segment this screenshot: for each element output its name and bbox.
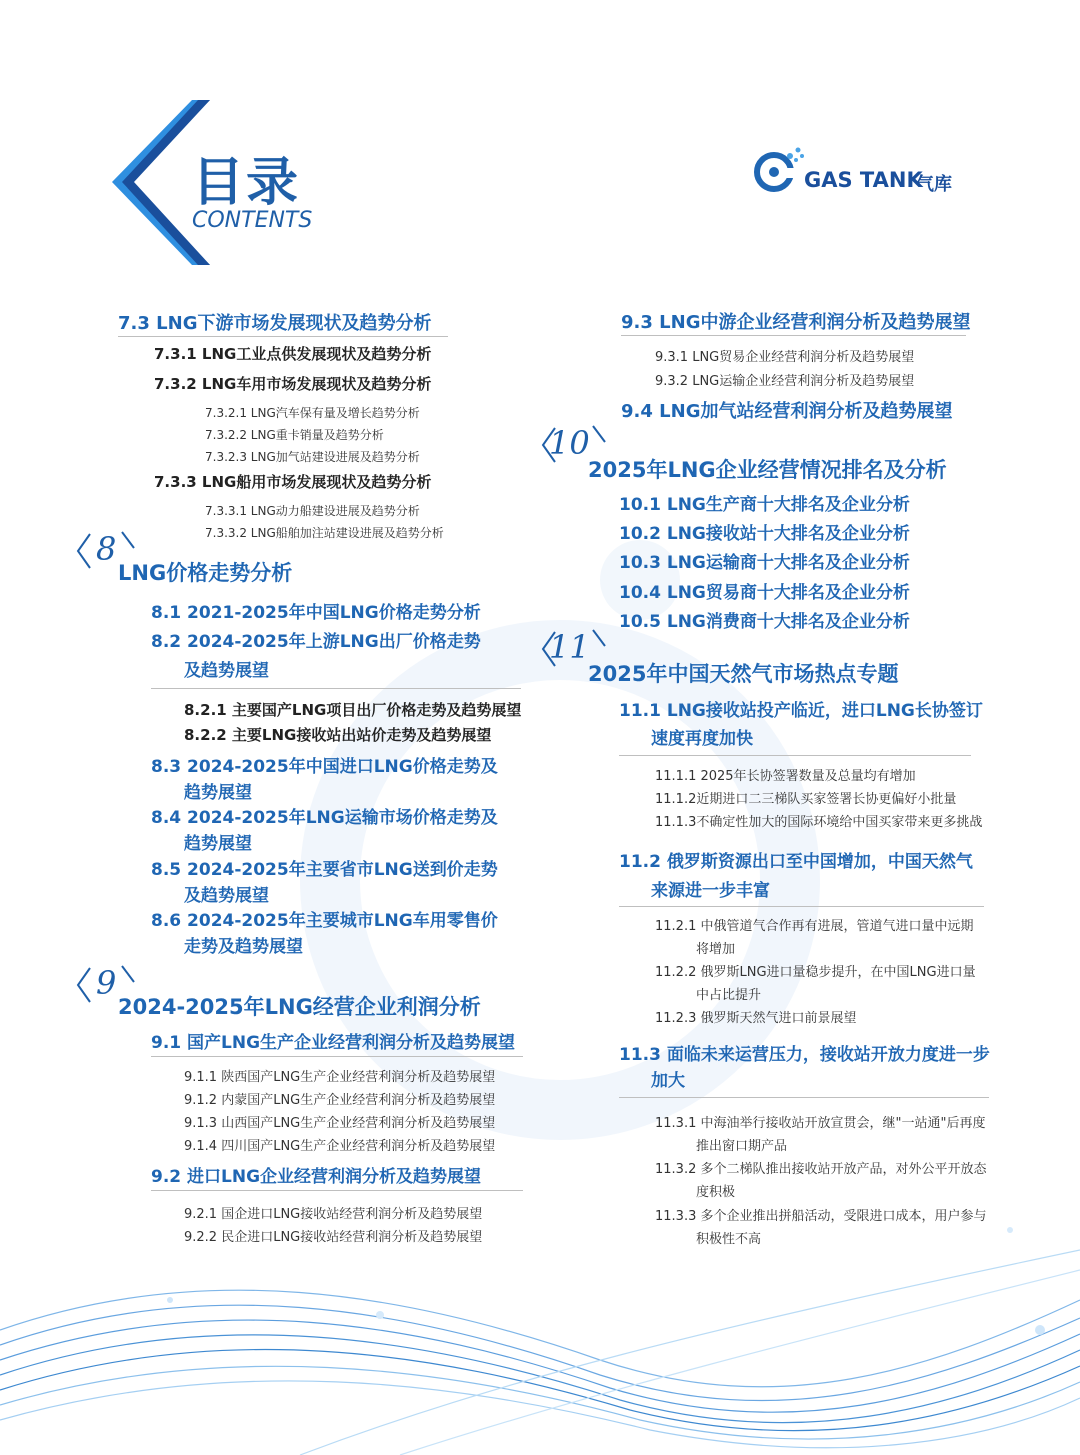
toc-7-3-2-2[interactable]: 7.3.2.2 LNG重卡销量及趋势分析: [205, 428, 384, 442]
toc-11-1-1[interactable]: 11.1.1 2025年长协签署数量及总量均有增加: [655, 769, 916, 784]
toc-11-1[interactable]: 11.1 LNG接收站投产临近，进口LNG长协签订: [619, 701, 983, 721]
toc-8-4-cont[interactable]: 趋势展望: [184, 834, 252, 854]
toc-8-3-cont[interactable]: 趋势展望: [184, 783, 252, 803]
toc-9-4[interactable]: 9.4 LNG加气站经营利润分析及趋势展望: [621, 401, 953, 422]
toc-9-2-2[interactable]: 9.2.2 民企进口LNG接收站经营利润分析及趋势展望: [184, 1230, 483, 1245]
toc-8-5[interactable]: 8.5 2024-2025年主要省市LNG送到价走势: [151, 860, 498, 880]
divider: [619, 1097, 989, 1098]
section-11-title[interactable]: 2025年中国天然气市场热点专题: [588, 662, 899, 686]
toc-11-3-cont[interactable]: 加大: [651, 1071, 685, 1091]
divider: [118, 336, 448, 337]
toc-11-2-2[interactable]: 11.2.2 俄罗斯LNG进口量稳步提升，在中国LNG进口量: [655, 965, 976, 980]
toc-11-3[interactable]: 11.3 面临未来运营压力，接收站开放力度进一步: [619, 1045, 990, 1065]
toc-9-1-3[interactable]: 9.1.3 山西国产LNG生产企业经营利润分析及趋势展望: [184, 1116, 496, 1131]
toc-8-4[interactable]: 8.4 2024-2025年LNG运输市场价格走势及: [151, 808, 498, 828]
toc-9-3[interactable]: 9.3 LNG中游企业经营利润分析及趋势展望: [621, 312, 971, 333]
toc-7-3-2-3[interactable]: 7.3.2.3 LNG加气站建设进展及趋势分析: [205, 450, 420, 464]
toc-11-2-1[interactable]: 11.2.1 中俄管道气合作再有进展，管道气进口量中远期: [655, 919, 974, 934]
toc-11-3-1-cont[interactable]: 推出窗口期产品: [696, 1139, 788, 1154]
divider: [151, 688, 521, 689]
gas-tank-logo-icon: [752, 142, 808, 194]
section-9-number: 9: [96, 964, 117, 1002]
toc-7-3[interactable]: 7.3 LNG下游市场发展现状及趋势分析: [118, 313, 432, 334]
section-11-number: 11: [549, 628, 590, 666]
divider: [619, 755, 971, 756]
section-8-number: 8: [96, 530, 117, 568]
toc-8-6[interactable]: 8.6 2024-2025年主要城市LNG车用零售价: [151, 911, 498, 931]
divider: [151, 1190, 523, 1191]
toc-8-2-1[interactable]: 8.2.1 主要国产LNG项目出厂价格走势及趋势展望: [184, 701, 522, 719]
toc-8-6-cont[interactable]: 走势及趋势展望: [184, 937, 303, 957]
bottom-wave: [0, 1250, 1080, 1455]
toc-7-3-2-1[interactable]: 7.3.2.1 LNG汽车保有量及增长趋势分析: [205, 406, 420, 420]
toc-8-3[interactable]: 8.3 2024-2025年中国进口LNG价格走势及: [151, 757, 498, 777]
toc-11-1-cont[interactable]: 速度再度加快: [651, 729, 753, 749]
divider: [619, 906, 984, 907]
page-subtitle: CONTENTS: [192, 208, 313, 233]
toc-10-4[interactable]: 10.4 LNG贸易商十大排名及企业分析: [619, 583, 910, 603]
section-10-title[interactable]: 2025年LNG企业经营情况排名及分析: [588, 458, 947, 482]
toc-8-2-2[interactable]: 8.2.2 主要LNG接收站出站价走势及趋势展望: [184, 726, 492, 744]
toc-9-1-2[interactable]: 9.1.2 内蒙国产LNG生产企业经营利润分析及趋势展望: [184, 1093, 496, 1108]
toc-11-1-3[interactable]: 11.1.3不确定性加大的国际环境给中国买家带来更多挑战: [655, 815, 983, 830]
toc-11-2-3[interactable]: 11.2.3 俄罗斯天然气进口前景展望: [655, 1011, 857, 1026]
toc-11-2-2-cont[interactable]: 中占比提升: [696, 988, 762, 1003]
toc-11-3-2[interactable]: 11.3.2 多个二梯队推出接收站开放产品，对外公平开放态: [655, 1162, 987, 1177]
toc-8-5-cont[interactable]: 及趋势展望: [184, 886, 269, 906]
toc-7-3-3-1[interactable]: 7.3.3.1 LNG动力船建设进展及趋势分析: [205, 504, 420, 518]
toc-11-3-1[interactable]: 11.3.1 中海油举行接收站开放宣贯会，继"一站通"后再度: [655, 1116, 986, 1131]
toc-8-1[interactable]: 8.1 2021-2025年中国LNG价格走势分析: [151, 603, 481, 623]
toc-8-2-cont[interactable]: 及趋势展望: [184, 661, 269, 681]
toc-11-2-1-cont[interactable]: 将增加: [696, 942, 736, 957]
toc-9-1-1[interactable]: 9.1.1 陕西国产LNG生产企业经营利润分析及趋势展望: [184, 1070, 496, 1085]
toc-9-3-1[interactable]: 9.3.1 LNG贸易企业经营利润分析及趋势展望: [655, 350, 915, 365]
toc-10-5[interactable]: 10.5 LNG消费商十大排名及企业分析: [619, 612, 910, 632]
section-9-title[interactable]: 2024-2025年LNG经营企业利润分析: [118, 995, 481, 1019]
toc-11-3-3-cont[interactable]: 积极性不高: [696, 1232, 762, 1247]
section-10-number: 10: [549, 424, 590, 462]
toc-9-2[interactable]: 9.2 进口LNG企业经营利润分析及趋势展望: [151, 1167, 482, 1187]
brand-name-cn: 气库: [916, 174, 952, 195]
toc-7-3-3[interactable]: 7.3.3 LNG船用市场发展现状及趋势分析: [154, 473, 432, 491]
toc-10-2[interactable]: 10.2 LNG接收站十大排名及企业分析: [619, 524, 910, 544]
toc-7-3-1[interactable]: 7.3.1 LNG工业点供发展现状及趋势分析: [154, 345, 432, 363]
divider: [151, 1056, 523, 1057]
toc-11-3-2-cont[interactable]: 度积极: [696, 1185, 736, 1200]
toc-11-2[interactable]: 11.2 俄罗斯资源出口至中国增加，中国天然气: [619, 852, 973, 872]
toc-8-2[interactable]: 8.2 2024-2025年上游LNG出厂价格走势: [151, 632, 481, 652]
toc-9-1-4[interactable]: 9.1.4 四川国产LNG生产企业经营利润分析及趋势展望: [184, 1139, 496, 1154]
page-title: 目录: [192, 153, 301, 213]
toc-7-3-3-2[interactable]: 7.3.3.2 LNG船舶加注站建设进展及趋势分析: [205, 526, 444, 540]
toc-10-1[interactable]: 10.1 LNG生产商十大排名及企业分析: [619, 495, 910, 515]
toc-11-3-3[interactable]: 11.3.3 多个企业推出拼船活动，受限进口成本，用户参与: [655, 1209, 987, 1224]
toc-9-3-2[interactable]: 9.3.2 LNG运输企业经营利润分析及趋势展望: [655, 374, 915, 389]
divider: [621, 335, 966, 336]
toc-11-2-cont[interactable]: 来源进一步丰富: [651, 881, 770, 901]
toc-9-1[interactable]: 9.1 国产LNG生产企业经营利润分析及趋势展望: [151, 1033, 516, 1053]
toc-11-1-2[interactable]: 11.1.2近期进口二三梯队买家签署长协更偏好小批量: [655, 792, 957, 807]
toc-10-3[interactable]: 10.3 LNG运输商十大排名及企业分析: [619, 553, 910, 573]
toc-7-3-2[interactable]: 7.3.2 LNG车用市场发展现状及趋势分析: [154, 375, 432, 393]
toc-9-2-1[interactable]: 9.2.1 国企进口LNG接收站经营利润分析及趋势展望: [184, 1207, 483, 1222]
section-8-title[interactable]: LNG价格走势分析: [118, 561, 293, 585]
brand-name: GAS TANK: [804, 168, 923, 192]
